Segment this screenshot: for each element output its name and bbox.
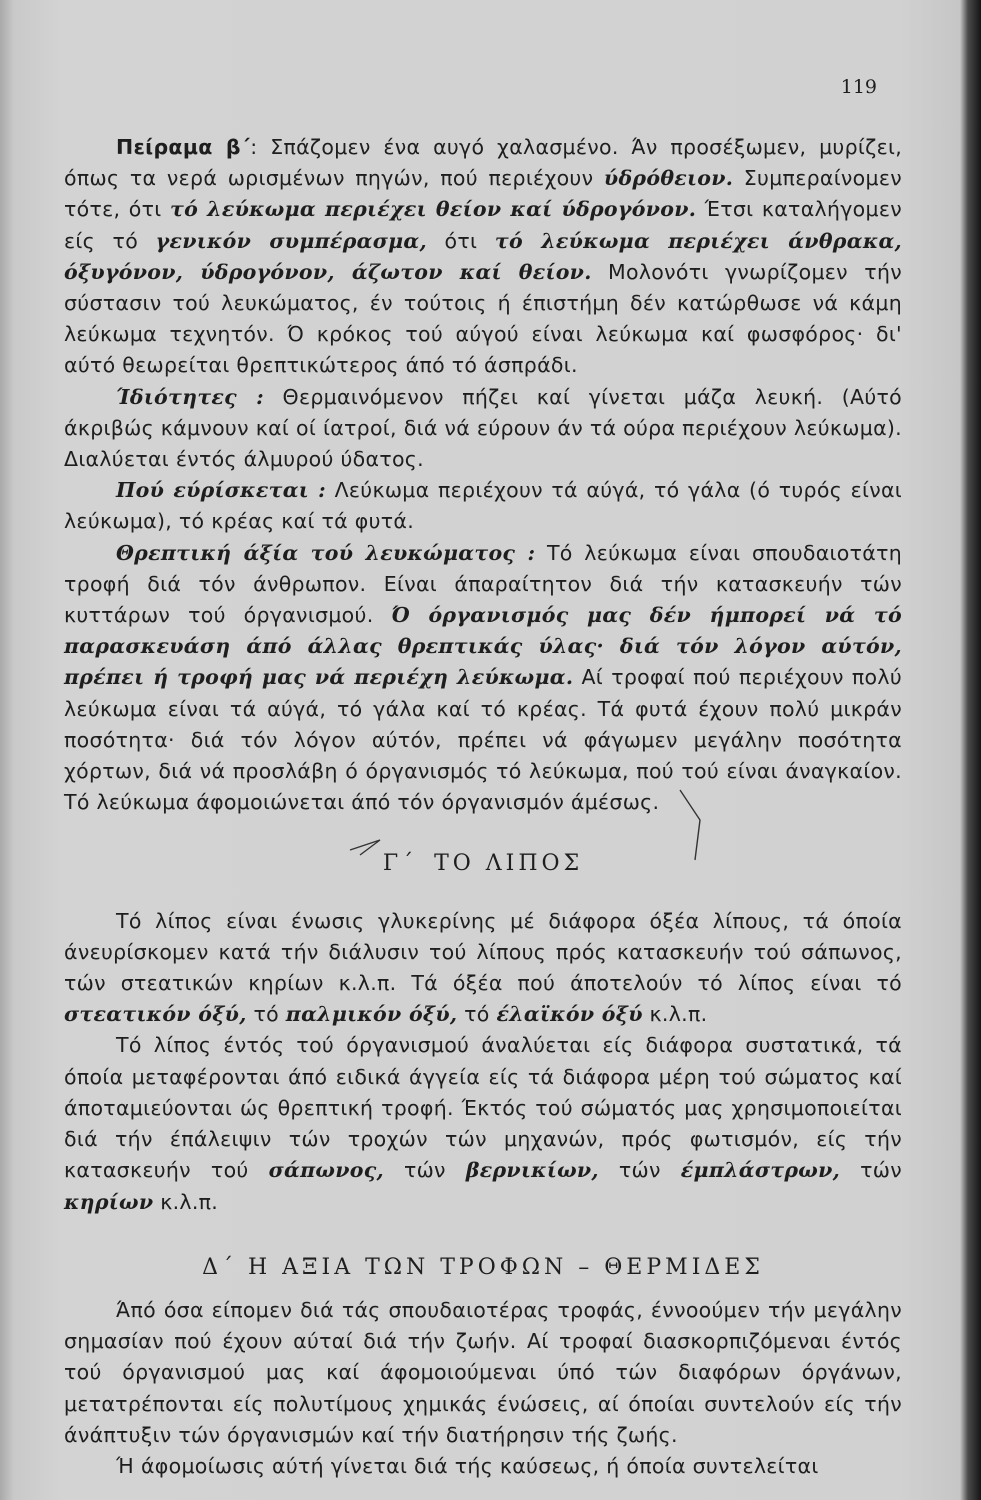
nutritional-value-paragraph: Θρεπτική άξία τού λευκώματος : Τό λεύκωμα είναι σπουδαιοτάτη τροφή διά τόν άνθρωπον. Είναι άπαραίτητον διά τήν κατασκευήν τών κυττάρων τού όργανισμού. Ό όργανισμός μας δέν ήμπορεί νά τό παρασκευάση άπό άλλας θρεπτικάς ύλας· διά τόν λόγον αύτόν, πρέπει ή τροφή μας νά περιέχη λεύκωμα. Αί τροφαί πού περιέχουν πολύ λεύκωμα είναι τά αύγά, τό γάλα καί τό κρέας. Τά φυτά έχουν πολύ μικράν ποσότητα· διά τόν λόγον αύτόν, πρέπει νά φάγωμεν μεγάλην ποσότητα χόρτων, διά νά προσλάβη ό όργανισμός τό λεύκωμα, πού τού είναι άναγκαίον. Τό λεύκωμα άφομοιώνεται άπό τόν όργανισμόν άμέσως. <box>64 540 903 815</box>
experiment-paragraph: Πείραμα β΄: Σπάζομεν ένα αυγό χαλασμένο. Άν προσέξωμεν, μυρίζει, όπως τα νερά ωρισμένων πηγών, πού περιέχουν ύδρόθειον. Συμπεραίνομεν τότε, ότι τό λεύκωμα περιέχει θείον καί ύδρογόνον. Έτσι καταλήγομεν είς τό γενικόν συμπέρασμα, ότι τό λεύκωμα περιέχει άνθρακα, όξυγόνον, ύδρογόνον, άζωτον καί θείον. Μολονότι γνωρίζομεν τήν σύστασιν τού λευκώματος, έν τούτοις ή έπιστήμη δέν κατώρθωσε νά κάμη λεύκωμα τεχνητόν. Ό κρόκος τού αύγού είναι λεύκωμα καί φωσφόρος· δι' αύτό θεωρείται θρεπτικώτερος άπό τό άσπράδι. <box>64 135 903 378</box>
properties-paragraph: Ίδιότητες : Θερμαινόμενον πήζει καί γίνεται μάζα λευκή. (Αύτό άκριβώς κάμνουν καί οί ίατροί, διά νά εύρουν άν τά ούρα περιέχουν λεύκωμα). Διαλύεται έντός άλμυρού ύδατος. <box>64 384 902 472</box>
experiment-label: Πείραμα β΄ <box>116 135 251 159</box>
page-number: 119 <box>840 76 877 98</box>
section-heading-food-value: Δ΄ Η ΑΞΙΑ ΤΩΝ ΤΡΟΦΩΝ – ΘΕΡΜΙΔΕΣ <box>202 1254 764 1280</box>
section-letter: Γ΄ <box>382 851 418 877</box>
section-heading-fat <box>64 848 902 879</box>
where-found-label: Πού εύρίσκεται : <box>116 478 327 503</box>
food-value-paragraph-1: Άπό όσα είπομεν διά τάς σπουδαιοτέρας τροφάς, έννοούμεν τήν μεγάλην σημασίαν πού έχουν αύταί διά τήν ζωήν. Αί τροφαί διασκορπιζόμεναι έντός τού όργανισμού μας καί άφομοιούμεναι ύπό τών διαφόρων όργάνων, μετατρέπονται είς πολυτίμους χημικάς ένώσεις, αί όποίαι συντελούν είς τήν άνάπτυξιν τών όργανισμών καί τήν διατήρησιν τής ζωής. <box>64 1297 902 1447</box>
section-title-fat: ΤΟ ΛΙΠΟΣ <box>434 851 584 877</box>
food-value-paragraph-2: Ή άφομοίωσις αύτή γίνεται διά τής καύσεως, ή όποία συντελείται <box>116 1453 819 1478</box>
nutritional-value-label: Θρεπτική άξία τού λευκώματος : <box>116 540 536 565</box>
fat-paragraph-2: Τό λίπος έντός τού όργανισμού άναλύεται είς διάφορα συστατικά, τά όποία μεταφέρονται άπό ειδικά άγγεία είς τά διάφορα μέρη τού σώματος καί άποταμιεύονται ώς θρεπτική τροφή. Έκτός τού σώματός μας χρησιμοποιείται διά τήν έπάλειψιν τών τροχών τών μηχανών, πρός φωτισμόν, είς τήν κατασκευήν τού σάπωνος, τών βερνικίων, τών έμπλάστρων, τών κηρίων κ.λ.π. <box>64 1033 902 1214</box>
fat-paragraph-1: Τό λίπος είναι ένωσις γλυκερίνης μέ διάφορα όξέα λίπους, τά όποία άνευρίσκομεν κατά τήν διάλυσιν τού λίπους πρός κατασκευήν τού σάπωνος, τών στεατικών κηρίων κ.λ.π. Τά όξέα πού άποτελούν τό λίπος είναι τό στεατικόν όξύ, τό παλμικόν όξύ, τό έλαϊκόν όξύ κ.λ.π. <box>64 908 902 1027</box>
properties-label: Ίδιότητες : <box>116 384 264 409</box>
where-found-paragraph: Πού εύρίσκεται : Λεύκωμα περιέχουν τά αύγά, τό γάλα (ό τυρός είναι λεύκωμα), τό κρέας καί τά φυτά. <box>64 478 902 534</box>
page-body <box>64 132 902 1482</box>
